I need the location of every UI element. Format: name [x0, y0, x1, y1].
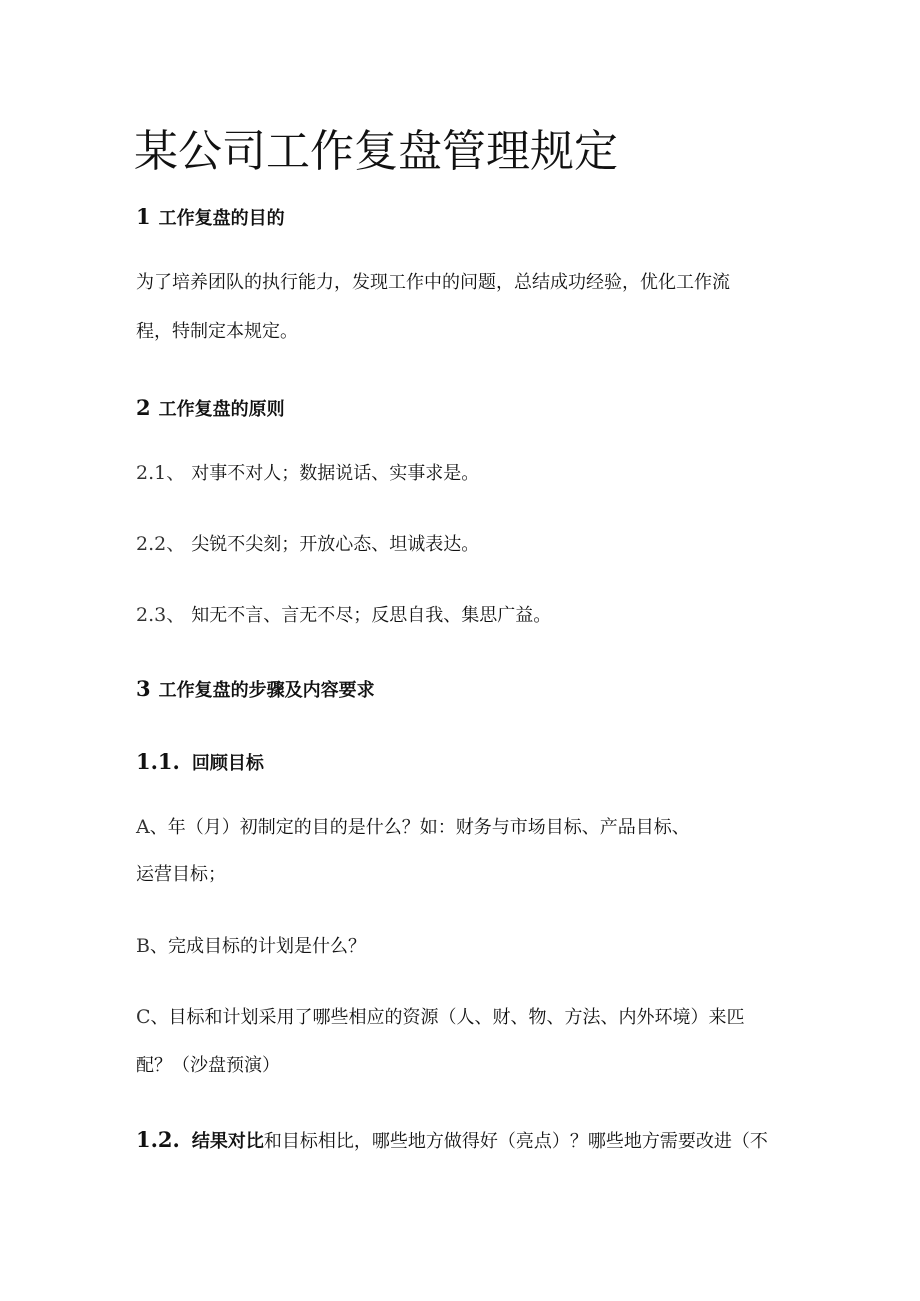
principle-item — [136, 603, 551, 628]
item-number: 2.1、 — [136, 462, 186, 484]
section-number: 3 — [136, 676, 151, 701]
section-number: 1 — [136, 204, 151, 229]
item-letter: B — [136, 935, 150, 957]
item-text: 、年（月）初制定的目的是什么？如：财务与市场目标、产品目标、 — [149, 817, 690, 838]
subsection-1-heading — [136, 750, 264, 776]
item-text: 尖锐不尖刻；开放心态、坦诚表达。 — [191, 534, 480, 555]
subsection-title: 结果对比 — [191, 1131, 264, 1152]
paragraph-line: 为了培养团队的执行能力，发现工作中的问题，总结成功经验，优化工作流 — [136, 272, 730, 293]
principle-item — [136, 461, 479, 486]
section-2-heading — [136, 396, 285, 422]
list-item-b — [136, 934, 366, 959]
subsection-title: 回顾目标 — [191, 753, 264, 774]
item-number: 2.3、 — [136, 604, 186, 626]
item-letter: A — [136, 816, 150, 838]
section-3-heading — [136, 677, 375, 703]
section-title: 工作复盘的步骤及内容要求 — [158, 680, 375, 701]
page-title: 某公司工作复盘管理规定 — [134, 126, 618, 177]
list-item-c — [136, 1005, 745, 1030]
item-continuation: 运营目标； — [136, 864, 226, 885]
subsection-number: 1.1. — [136, 749, 180, 774]
subsection-2-heading — [136, 1128, 768, 1154]
section-title: 工作复盘的原则 — [158, 399, 285, 420]
paragraph-line: 程，特制定本规定。 — [136, 321, 298, 342]
item-continuation: 配？（沙盘预演） — [136, 1055, 280, 1076]
item-text: 知无不言、言无不尽；反思自我、集思广益。 — [191, 605, 552, 626]
section-1-heading — [136, 205, 285, 231]
subsection-number: 1.2. — [136, 1127, 180, 1152]
item-text: 、完成目标的计划是什么？ — [149, 936, 366, 957]
item-letter: C — [136, 1006, 151, 1028]
section-number: 2 — [136, 395, 151, 420]
item-number: 2.2、 — [136, 533, 186, 555]
item-text: 、目标和计划采用了哪些相应的资源（人、财、物、方法、内外环境）来匹 — [150, 1007, 745, 1028]
principle-item — [136, 532, 479, 557]
item-text: 对事不对人；数据说话、实事求是。 — [191, 463, 480, 484]
list-item-a — [136, 815, 690, 840]
subsection-text: 和目标相比，哪些地方做得好（亮点）？哪些地方需要改进（不 — [263, 1131, 768, 1152]
section-title: 工作复盘的目的 — [158, 208, 285, 229]
